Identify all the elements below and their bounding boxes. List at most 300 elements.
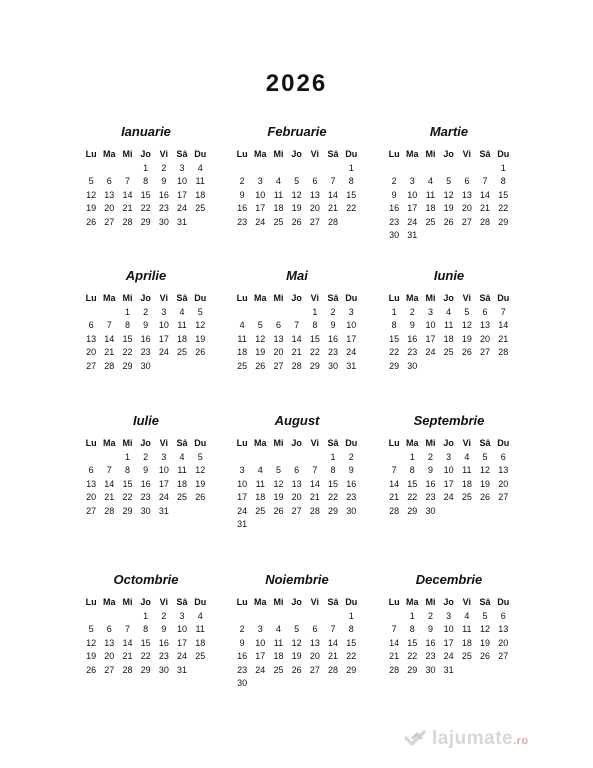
day-cell: 16 bbox=[346, 478, 357, 489]
day-cell: 18 bbox=[461, 478, 472, 489]
day-cell: 24 bbox=[158, 347, 169, 357]
day-cell: 7 bbox=[391, 465, 397, 475]
day-cell: 3 bbox=[161, 306, 167, 317]
day-cell: 15 bbox=[309, 333, 320, 344]
day-cell: 12 bbox=[480, 624, 491, 634]
day-cell: 21 bbox=[480, 203, 491, 213]
day-cell: 26 bbox=[255, 360, 266, 371]
weekday-header: Lu bbox=[85, 149, 97, 159]
day-cell: 15 bbox=[389, 333, 400, 344]
empty-cell bbox=[306, 162, 324, 176]
month-block bbox=[82, 267, 210, 373]
day-cell: 28 bbox=[498, 347, 509, 357]
month-days-grid bbox=[233, 596, 361, 691]
weekday-header: Sâ bbox=[327, 149, 339, 159]
day-cell: 12 bbox=[291, 637, 302, 648]
day-cell: 5 bbox=[294, 624, 300, 634]
month-name: Iulie bbox=[132, 413, 159, 428]
month-name: Ianuarie bbox=[121, 124, 171, 139]
day-cell: 24 bbox=[177, 203, 188, 213]
month-block bbox=[385, 571, 513, 677]
day-cell: 28 bbox=[309, 505, 320, 516]
day-cell: 16 bbox=[425, 637, 436, 648]
month-name: Noiembrie bbox=[265, 572, 329, 587]
day-cell: 11 bbox=[462, 465, 472, 475]
day-cell: 19 bbox=[273, 492, 284, 502]
watermark bbox=[404, 728, 529, 753]
day-cell: 27 bbox=[104, 664, 115, 675]
day-cell: 10 bbox=[407, 189, 418, 200]
day-cell: 24 bbox=[255, 664, 266, 675]
day-cell: 11 bbox=[462, 624, 472, 634]
day-cell: 24 bbox=[407, 216, 418, 227]
weekday-header: Sâ bbox=[327, 438, 339, 448]
weekday-header: Ma bbox=[254, 438, 267, 448]
day-cell: 26 bbox=[443, 216, 454, 227]
day-cell: 20 bbox=[461, 203, 472, 213]
day-cell: 2 bbox=[143, 451, 149, 462]
day-cell: 5 bbox=[275, 465, 281, 475]
empty-cell bbox=[233, 451, 251, 465]
weekday-header: Vi bbox=[159, 293, 169, 303]
day-cell: 14 bbox=[328, 637, 339, 648]
day-cell: 8 bbox=[124, 320, 130, 330]
weekday-header: Vi bbox=[310, 149, 320, 159]
day-cell: 23 bbox=[346, 492, 357, 502]
day-cell: 21 bbox=[328, 203, 339, 213]
day-cell: 1 bbox=[500, 162, 506, 173]
day-cell: 3 bbox=[161, 451, 167, 462]
day-cell: 23 bbox=[158, 203, 169, 213]
day-cell: 3 bbox=[257, 624, 263, 634]
day-cell: 28 bbox=[480, 216, 491, 227]
day-cell: 10 bbox=[237, 478, 248, 489]
day-cell: 2 bbox=[239, 176, 245, 186]
day-cell: 14 bbox=[104, 333, 115, 344]
day-cell: 8 bbox=[312, 320, 318, 330]
weekday-header: Lu bbox=[85, 597, 97, 607]
day-cell: 3 bbox=[427, 306, 433, 317]
month-name: Decembrie bbox=[415, 572, 483, 587]
month-block bbox=[385, 412, 513, 518]
day-cell: 17 bbox=[255, 651, 266, 661]
day-cell: 12 bbox=[273, 478, 284, 489]
day-cell: 14 bbox=[291, 333, 302, 344]
day-cell: 16 bbox=[237, 203, 248, 213]
day-cell: 10 bbox=[158, 320, 169, 330]
day-cell: 18 bbox=[255, 492, 266, 502]
empty-cell bbox=[476, 162, 494, 176]
day-cell: 25 bbox=[195, 203, 206, 213]
day-cell: 13 bbox=[104, 637, 115, 648]
day-cell: 2 bbox=[330, 306, 336, 317]
month-days-grid bbox=[385, 437, 513, 518]
day-cell: 5 bbox=[197, 451, 203, 462]
day-cell: 1 bbox=[348, 162, 354, 173]
day-cell: 4 bbox=[464, 451, 470, 462]
day-cell: 8 bbox=[409, 624, 415, 634]
day-cell: 27 bbox=[86, 505, 97, 516]
day-cell: 21 bbox=[389, 651, 400, 661]
month-name: Septembrie bbox=[413, 413, 485, 428]
month-block bbox=[233, 412, 361, 532]
weekday-header: Mi bbox=[425, 597, 436, 607]
day-cell: 21 bbox=[498, 333, 509, 344]
day-cell: 17 bbox=[177, 637, 188, 648]
month-name: Iunie bbox=[433, 268, 465, 283]
day-cell: 13 bbox=[86, 478, 97, 489]
day-cell: 7 bbox=[124, 624, 130, 634]
month-block bbox=[385, 123, 513, 243]
weekday-header: Vi bbox=[462, 438, 472, 448]
weekday-header: Jo bbox=[443, 149, 454, 159]
empty-cell bbox=[251, 306, 269, 320]
day-cell: 29 bbox=[328, 505, 339, 516]
day-cell: 20 bbox=[309, 203, 320, 213]
empty-cell bbox=[288, 451, 306, 465]
weekday-header: Jo bbox=[443, 438, 454, 448]
day-cell: 17 bbox=[443, 637, 454, 648]
day-cell: 19 bbox=[461, 333, 472, 344]
day-cell: 14 bbox=[309, 478, 320, 489]
day-cell: 26 bbox=[195, 492, 206, 502]
day-cell: 25 bbox=[273, 216, 284, 227]
empty-cell bbox=[385, 451, 403, 465]
day-cell: 16 bbox=[425, 478, 436, 489]
day-cell: 9 bbox=[409, 320, 415, 330]
empty-cell bbox=[251, 451, 269, 465]
day-cell: 6 bbox=[88, 465, 94, 475]
day-cell: 29 bbox=[140, 664, 151, 675]
day-cell: 17 bbox=[255, 203, 266, 213]
day-cell: 19 bbox=[443, 203, 454, 213]
month-name: August bbox=[274, 413, 320, 428]
day-cell: 23 bbox=[425, 651, 436, 661]
day-cell: 21 bbox=[389, 492, 400, 502]
day-cell: 28 bbox=[389, 505, 400, 516]
weekday-header: Lu bbox=[236, 293, 248, 303]
day-cell: 29 bbox=[122, 505, 133, 516]
day-cell: 21 bbox=[122, 203, 133, 213]
day-cell: 21 bbox=[104, 492, 115, 502]
day-cell: 29 bbox=[140, 216, 151, 227]
day-cell: 13 bbox=[309, 637, 320, 648]
day-cell: 25 bbox=[177, 492, 188, 502]
weekday-header: Sâ bbox=[479, 597, 491, 607]
empty-cell bbox=[269, 451, 287, 465]
day-cell: 15 bbox=[140, 637, 151, 648]
day-cell: 27 bbox=[273, 360, 284, 371]
day-cell: 12 bbox=[195, 465, 206, 475]
day-cell: 1 bbox=[143, 610, 149, 621]
day-cell: 30 bbox=[140, 505, 151, 516]
day-cell: 26 bbox=[273, 505, 284, 516]
day-cell: 20 bbox=[291, 492, 302, 502]
day-cell: 1 bbox=[124, 306, 130, 317]
weekday-header: Sâ bbox=[176, 438, 188, 448]
day-cell: 2 bbox=[427, 610, 433, 621]
day-cell: 22 bbox=[346, 651, 357, 661]
weekday-header: Du bbox=[194, 438, 207, 448]
day-cell: 6 bbox=[464, 176, 470, 186]
day-cell: 12 bbox=[480, 465, 491, 475]
day-cell: 27 bbox=[309, 216, 320, 227]
month-days-grid bbox=[82, 437, 210, 518]
weekday-header: Lu bbox=[85, 438, 97, 448]
day-cell: 16 bbox=[328, 333, 339, 344]
month-block bbox=[233, 267, 361, 373]
empty-cell bbox=[118, 610, 136, 624]
day-cell: 23 bbox=[407, 347, 418, 357]
month-days-grid bbox=[82, 148, 210, 229]
weekday-header: Lu bbox=[236, 438, 248, 448]
day-cell: 4 bbox=[179, 451, 185, 462]
lajumate-logo-icon bbox=[404, 729, 430, 753]
weekday-header: Mi bbox=[122, 149, 133, 159]
day-cell: 9 bbox=[330, 320, 336, 330]
year-title: 2026 bbox=[265, 70, 328, 97]
day-cell: 27 bbox=[498, 492, 509, 502]
month-days-grid bbox=[233, 148, 361, 229]
day-cell: 13 bbox=[291, 478, 302, 489]
day-cell: 13 bbox=[273, 333, 284, 344]
day-cell: 23 bbox=[237, 216, 248, 227]
day-cell: 22 bbox=[140, 203, 151, 213]
day-cell: 30 bbox=[425, 664, 436, 675]
day-cell: 15 bbox=[346, 189, 357, 200]
weekday-header: Sâ bbox=[176, 293, 188, 303]
empty-cell bbox=[440, 162, 458, 176]
day-cell: 6 bbox=[294, 465, 300, 475]
weekday-header: Lu bbox=[388, 597, 400, 607]
month-block bbox=[385, 267, 513, 373]
weekday-header: Lu bbox=[388, 438, 400, 448]
day-cell: 25 bbox=[255, 505, 266, 516]
day-cell: 2 bbox=[161, 610, 167, 621]
day-cell: 26 bbox=[480, 651, 491, 661]
month-days-grid bbox=[233, 437, 361, 532]
day-cell: 28 bbox=[389, 664, 400, 675]
day-cell: 15 bbox=[140, 189, 151, 200]
day-cell: 22 bbox=[346, 203, 357, 213]
month-block bbox=[82, 571, 210, 677]
weekday-header: Jo bbox=[291, 149, 302, 159]
day-cell: 1 bbox=[409, 610, 415, 621]
day-cell: 25 bbox=[461, 651, 472, 661]
day-cell: 10 bbox=[346, 320, 357, 330]
day-cell: 13 bbox=[498, 624, 509, 634]
day-cell: 1 bbox=[409, 451, 415, 462]
day-cell: 8 bbox=[143, 624, 149, 634]
day-cell: 3 bbox=[179, 610, 185, 621]
empty-cell bbox=[82, 162, 100, 176]
day-cell: 29 bbox=[346, 664, 357, 675]
day-cell: 21 bbox=[328, 651, 339, 661]
day-cell: 1 bbox=[348, 610, 354, 621]
weekday-header: Du bbox=[345, 293, 358, 303]
day-cell: 15 bbox=[122, 333, 133, 344]
day-cell: 6 bbox=[312, 176, 318, 186]
day-cell: 16 bbox=[389, 203, 400, 213]
weekday-header: Sâ bbox=[479, 293, 491, 303]
weekday-header: Du bbox=[345, 438, 358, 448]
day-cell: 20 bbox=[104, 651, 115, 661]
weekday-header: Vi bbox=[159, 149, 169, 159]
empty-cell bbox=[82, 306, 100, 320]
day-cell: 23 bbox=[328, 347, 339, 357]
day-cell: 21 bbox=[291, 347, 302, 357]
day-cell: 25 bbox=[461, 492, 472, 502]
day-cell: 3 bbox=[348, 306, 354, 317]
day-cell: 10 bbox=[443, 465, 454, 475]
day-cell: 19 bbox=[291, 651, 302, 661]
day-cell: 27 bbox=[480, 347, 491, 357]
day-cell: 28 bbox=[122, 664, 133, 675]
day-cell: 22 bbox=[309, 347, 320, 357]
weekday-header: Ma bbox=[103, 438, 116, 448]
day-cell: 31 bbox=[346, 360, 357, 371]
weekday-header: Du bbox=[345, 149, 358, 159]
day-cell: 1 bbox=[391, 306, 397, 317]
weekday-header: Jo bbox=[291, 597, 302, 607]
day-cell: 10 bbox=[177, 624, 188, 634]
weekday-header: Lu bbox=[236, 597, 248, 607]
day-cell: 22 bbox=[498, 203, 509, 213]
weekday-header: Mi bbox=[273, 149, 284, 159]
day-cell: 19 bbox=[480, 478, 491, 489]
day-cell: 7 bbox=[294, 320, 300, 330]
weekday-header: Sâ bbox=[327, 293, 339, 303]
weekday-header: Ma bbox=[103, 149, 116, 159]
weekday-header: Du bbox=[497, 597, 510, 607]
day-cell: 27 bbox=[104, 216, 115, 227]
day-cell: 4 bbox=[239, 320, 245, 330]
day-cell: 3 bbox=[179, 162, 185, 173]
day-cell: 8 bbox=[330, 465, 336, 475]
empty-cell bbox=[385, 162, 403, 176]
day-cell: 18 bbox=[273, 651, 284, 661]
day-cell: 9 bbox=[143, 320, 149, 330]
empty-cell bbox=[403, 162, 421, 176]
day-cell: 6 bbox=[106, 176, 112, 186]
day-cell: 26 bbox=[461, 347, 472, 357]
day-cell: 15 bbox=[498, 189, 509, 200]
day-cell: 18 bbox=[195, 637, 206, 648]
day-cell: 12 bbox=[86, 189, 97, 200]
day-cell: 24 bbox=[255, 216, 266, 227]
day-cell: 16 bbox=[158, 189, 169, 200]
day-cell: 31 bbox=[443, 664, 454, 675]
weekday-header: Ma bbox=[406, 597, 419, 607]
weekday-header: Vi bbox=[310, 293, 320, 303]
day-cell: 19 bbox=[291, 203, 302, 213]
day-cell: 10 bbox=[443, 624, 454, 634]
day-cell: 26 bbox=[291, 664, 302, 675]
empty-cell bbox=[233, 610, 251, 624]
day-cell: 6 bbox=[500, 610, 506, 621]
month-days-grid bbox=[82, 292, 210, 373]
weekday-header: Du bbox=[194, 149, 207, 159]
day-cell: 4 bbox=[446, 306, 452, 317]
day-cell: 9 bbox=[427, 624, 433, 634]
day-cell: 22 bbox=[328, 492, 339, 502]
day-cell: 2 bbox=[143, 306, 149, 317]
empty-cell bbox=[306, 451, 324, 465]
day-cell: 2 bbox=[239, 624, 245, 634]
day-cell: 24 bbox=[237, 505, 248, 516]
weekday-header: Vi bbox=[462, 149, 472, 159]
day-cell: 16 bbox=[158, 637, 169, 648]
weekday-header: Mi bbox=[122, 597, 133, 607]
day-cell: 19 bbox=[86, 651, 97, 661]
day-cell: 17 bbox=[237, 492, 248, 502]
day-cell: 8 bbox=[124, 465, 130, 475]
day-cell: 16 bbox=[237, 651, 248, 661]
day-cell: 29 bbox=[407, 505, 418, 516]
day-cell: 16 bbox=[140, 478, 151, 489]
day-cell: 21 bbox=[104, 347, 115, 357]
empty-cell bbox=[288, 162, 306, 176]
day-cell: 28 bbox=[328, 664, 339, 675]
day-cell: 24 bbox=[346, 347, 357, 357]
weekday-header: Vi bbox=[310, 597, 320, 607]
weekday-header: Ma bbox=[103, 597, 116, 607]
empty-cell bbox=[269, 610, 287, 624]
empty-cell bbox=[385, 610, 403, 624]
weekday-header: Jo bbox=[140, 597, 151, 607]
day-cell: 24 bbox=[443, 492, 454, 502]
empty-cell bbox=[251, 610, 269, 624]
weekday-header: Sâ bbox=[176, 597, 188, 607]
day-cell: 6 bbox=[312, 624, 318, 634]
day-cell: 3 bbox=[446, 451, 452, 462]
day-cell: 13 bbox=[309, 189, 320, 200]
weekday-header: Vi bbox=[462, 597, 472, 607]
day-cell: 19 bbox=[195, 333, 206, 344]
day-cell: 24 bbox=[158, 492, 169, 502]
day-cell: 23 bbox=[158, 651, 169, 661]
day-cell: 4 bbox=[257, 465, 263, 475]
day-cell: 8 bbox=[348, 176, 354, 186]
day-cell: 25 bbox=[177, 347, 188, 357]
day-cell: 13 bbox=[461, 189, 472, 200]
weekday-header: Lu bbox=[388, 149, 400, 159]
day-cell: 4 bbox=[179, 306, 185, 317]
day-cell: 18 bbox=[461, 637, 472, 648]
day-cell: 13 bbox=[480, 320, 491, 330]
day-cell: 5 bbox=[482, 610, 488, 621]
day-cell: 4 bbox=[197, 610, 203, 621]
weekday-header: Ma bbox=[406, 149, 419, 159]
day-cell: 31 bbox=[407, 230, 418, 240]
day-cell: 11 bbox=[443, 320, 454, 330]
weekday-header: Ma bbox=[103, 293, 116, 303]
empty-cell bbox=[100, 451, 118, 465]
day-cell: 29 bbox=[389, 360, 400, 371]
day-cell: 14 bbox=[122, 189, 133, 200]
day-cell: 11 bbox=[195, 176, 205, 186]
day-cell: 22 bbox=[407, 492, 418, 502]
weekday-header: Vi bbox=[159, 438, 169, 448]
day-cell: 5 bbox=[88, 624, 94, 634]
weekday-header: Mi bbox=[425, 438, 436, 448]
empty-cell bbox=[233, 162, 251, 176]
empty-cell bbox=[100, 610, 118, 624]
empty-cell bbox=[251, 162, 269, 176]
weekday-header: Du bbox=[497, 438, 510, 448]
day-cell: 9 bbox=[239, 189, 245, 200]
day-cell: 17 bbox=[158, 478, 169, 489]
